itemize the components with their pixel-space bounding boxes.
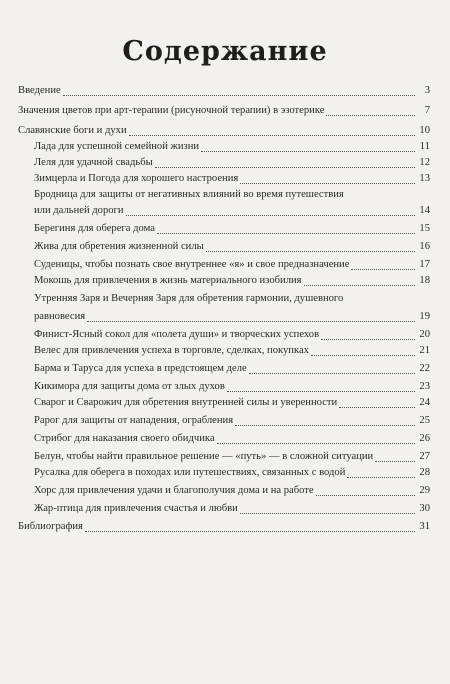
toc-leader-dots <box>351 258 415 270</box>
toc-page-number: 31 <box>419 521 430 532</box>
toc-page-number: 25 <box>419 415 430 426</box>
toc-page-number: 30 <box>419 503 430 514</box>
toc-page-number: 16 <box>419 241 430 252</box>
toc-entry <box>0 450 450 464</box>
toc-leader-dots <box>157 222 415 234</box>
toc-entry <box>0 204 450 218</box>
toc-leader-dots <box>240 502 415 514</box>
toc-entry <box>0 156 450 170</box>
toc-entry <box>0 380 450 394</box>
toc-page-number: 3 <box>424 85 430 96</box>
toc-entry-title: Славянские боги и духи <box>18 125 127 136</box>
toc-entry-title: Белун, чтобы найти правильное решение — «путь» — в сложной ситуации <box>34 451 374 462</box>
toc-leader-dots <box>240 172 415 184</box>
toc-entry-title: Значения цветов при арт-терапии (рисуночной терапии) в эзотерике <box>18 105 325 116</box>
toc-entry-title: Бродница для защиты от негативных влияний во время путешествия <box>34 189 344 200</box>
toc-entry-title: Барма и Таруса для успеха в предстоящем деле <box>34 363 247 374</box>
toc-page-number: 23 <box>419 381 430 392</box>
toc-entry <box>0 140 450 154</box>
toc-entry-title: Стрибог для наказания своего обидчика <box>34 433 215 444</box>
toc-entry <box>0 362 450 376</box>
toc-entry-title: Библиография <box>18 521 83 532</box>
toc-leader-dots <box>155 156 415 168</box>
toc-entry-title: Хорс для привлечения удачи и благополучия дома и на работе <box>34 485 314 496</box>
toc-entry <box>0 310 450 324</box>
toc-page-number: 27 <box>419 451 430 462</box>
toc-entry-title: или дальней дороги <box>34 205 124 216</box>
toc-page-number: 7 <box>424 105 430 116</box>
toc-entry-title: Лада для успешной семейной жизни <box>34 141 200 152</box>
toc-leader-dots <box>249 362 415 374</box>
toc-page-number: 22 <box>419 363 430 374</box>
toc-leader-dots <box>129 124 415 136</box>
toc-entry-title: Леля для удачной свадьбы <box>34 157 153 168</box>
toc-entry-title: Мокошь для привлечения в жизнь материального изобилия <box>34 275 302 286</box>
toc-entry-title: Рарог для защиты от нападения, ограбления <box>34 415 234 426</box>
toc-entry <box>0 520 450 534</box>
toc-entry-title: Введение <box>18 85 61 96</box>
toc-entry-title: Велес для привлечения успеха в торговле, сделках, покупках <box>34 345 309 356</box>
toc-entry <box>0 502 450 516</box>
toc-entry <box>0 344 450 358</box>
toc-leader-dots <box>201 140 415 152</box>
toc-entry <box>0 432 450 446</box>
toc-page-number: 26 <box>419 433 430 444</box>
toc-page-number: 18 <box>419 275 430 286</box>
toc-leader-dots <box>347 466 415 478</box>
toc-entry <box>0 466 450 480</box>
toc-page-number: 15 <box>419 223 430 234</box>
toc-entry <box>0 396 450 410</box>
toc-leader-dots <box>339 396 415 408</box>
toc-page-number: 17 <box>419 259 430 270</box>
toc-page-number: 13 <box>419 173 430 184</box>
toc-leader-dots <box>304 274 415 286</box>
toc-leader-dots <box>63 84 415 96</box>
toc-entry-title: Кикимора для защиты дома от злых духов <box>34 381 225 392</box>
toc-page-number: 24 <box>419 397 430 408</box>
toc-entry <box>0 258 450 272</box>
toc-entry <box>0 414 450 428</box>
toc-entry-title: Финист-Ясный сокол для «полета души» и творческих успехов <box>34 329 320 340</box>
toc-leader-dots <box>316 484 415 496</box>
toc-page-number: 11 <box>419 141 430 152</box>
toc-entry <box>0 222 450 236</box>
toc-leader-dots <box>227 380 415 392</box>
page-title: Содержание <box>122 36 328 67</box>
toc-entry-title: Жар-птица для привлечения счастья и любви <box>34 503 238 514</box>
toc-entry-title: Зимцерла и Погода для хорошего настроения <box>34 173 239 184</box>
toc-entry <box>0 84 450 98</box>
toc-entry <box>0 292 450 306</box>
toc-leader-dots <box>321 328 415 340</box>
toc-leader-dots <box>85 520 415 532</box>
toc-entry <box>0 124 450 138</box>
toc-entry-title: Сварог и Сварожич для обретения внутренней силы и уверенности <box>34 397 338 408</box>
toc-page-number: 19 <box>419 311 430 322</box>
toc-page-number: 20 <box>419 329 430 340</box>
toc-leader-dots <box>311 344 415 356</box>
toc-page-number: 29 <box>419 485 430 496</box>
toc-page-number: 28 <box>419 467 430 478</box>
toc-entry <box>0 104 450 118</box>
toc-page-number: 14 <box>419 205 430 216</box>
toc-entry <box>0 484 450 498</box>
toc-entry <box>0 328 450 342</box>
toc-leader-dots <box>326 104 415 116</box>
toc-entry-title: Берегиня для оберега дома <box>34 223 155 234</box>
toc-leader-dots <box>206 240 415 252</box>
toc-page-number: 10 <box>419 125 430 136</box>
toc-leader-dots <box>217 432 415 444</box>
toc-entry-title: равновесия <box>34 311 86 322</box>
toc-entry-title: Утренняя Заря и Вечерняя Заря для обретения гармонии, душевного <box>34 293 344 304</box>
toc-entry-title: Русалка для оберега в походах или путешествиях, связанных с водой <box>34 467 346 478</box>
toc-leader-dots <box>375 450 415 462</box>
toc-page-number: 21 <box>419 345 430 356</box>
toc-entry <box>0 274 450 288</box>
toc-leader-dots <box>235 414 415 426</box>
toc-entry <box>0 172 450 186</box>
toc-entry <box>0 188 450 202</box>
toc-leader-dots <box>126 204 415 216</box>
toc-entry <box>0 240 450 254</box>
toc-leader-dots <box>87 310 415 322</box>
toc-entry-title: Суденицы, чтобы познать свое внутреннее «я» и свое предназначение <box>34 259 350 270</box>
toc-page-number: 12 <box>419 157 430 168</box>
toc-entry-title: Жива для обретения жизненной силы <box>34 241 204 252</box>
